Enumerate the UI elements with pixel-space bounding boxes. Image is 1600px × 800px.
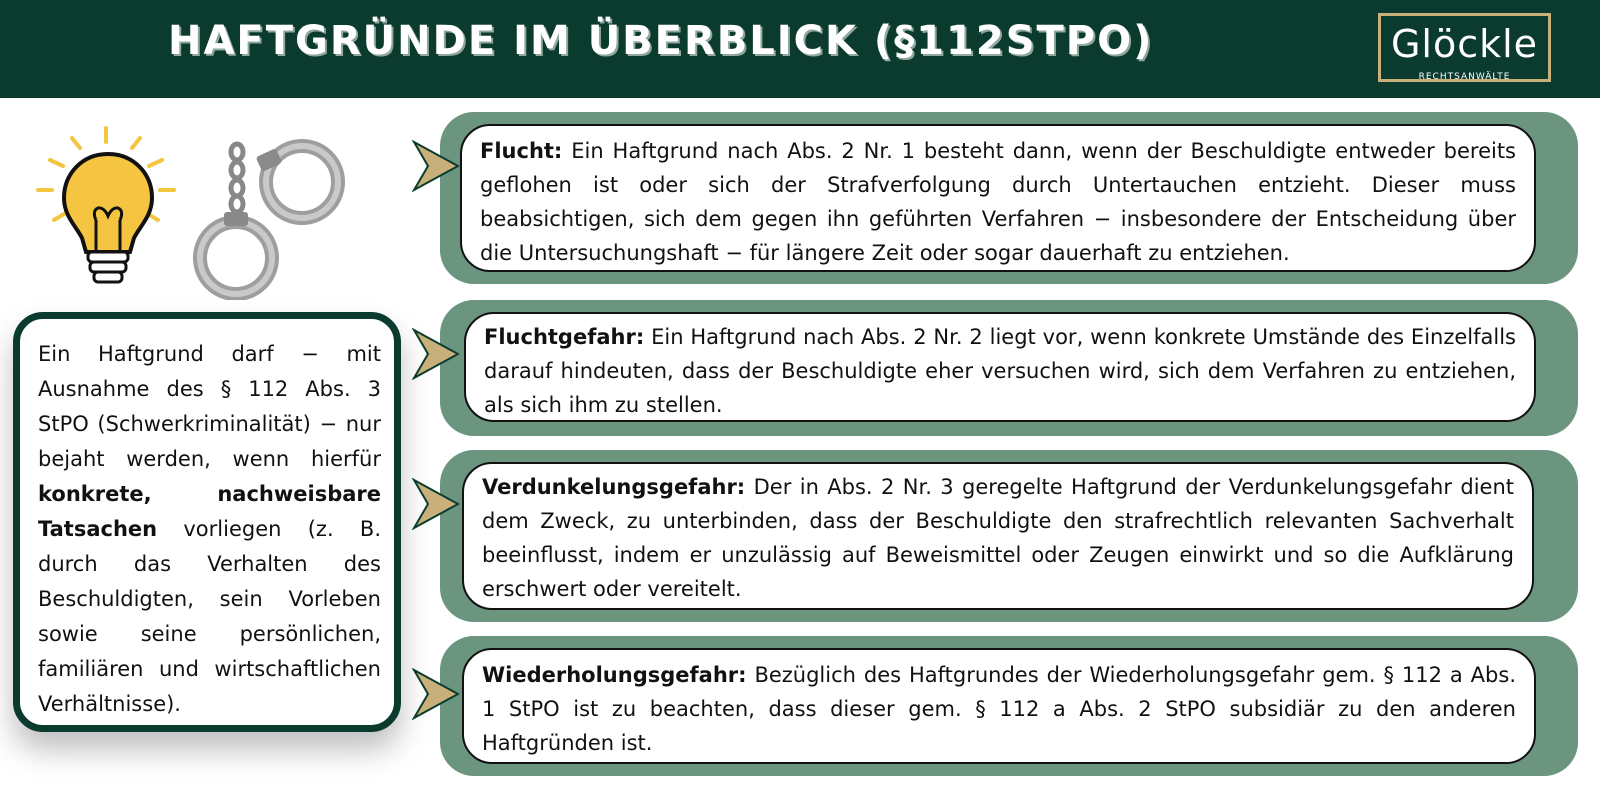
card-term: Flucht: [480,139,563,163]
card-flucht [440,112,1578,284]
info-text-bold: konkrete, nachweisbare Tatsachen [38,482,381,541]
card-text [484,320,1516,422]
lightbulb-icon [30,120,370,300]
arrow-icon [412,478,460,530]
card-body: Ein Haftgrund nach Abs. 2 Nr. 2 liegt vor, wenn konkrete Umstände des Einzelfalls darauf hindeuten, dass der Beschuldigte eher versuchen wird, sich dem Verfahren zu entziehen, als sich ihm zu stellen. [484,325,1516,417]
card-text [482,470,1514,606]
card-body: Ein Haftgrund nach Abs. 2 Nr. 1 besteht dann, wenn der Beschuldigte entweder bereits geflohen ist oder sich der Strafverfolgung durch Untertauchen entzieht. Dieser muss beabsichtigen, sich dem gegen ihn geführten Verfahren − insbesondere der Entscheidung über die Untersuchungshaft − für längere Zeit oder sogar dauerhaft zu entziehen. [480,139,1516,265]
card-term: Fluchtgefahr: [484,325,645,349]
card-body: Bezüglich des Haftgrundes der Wiederholungsgefahr gem. § 112 a Abs. 1 StPO ist zu beachten, dass dieser gem. § 112 a Abs. 2 StPO subsidiär zu den anderen Haftgründen ist. [482,663,1516,755]
info-text-part1: Ein Haftgrund darf − mit Ausnahme des § 112 Abs. 3 StPO (Schwerkriminalität) − nur bejaht werden, wenn hierfür [38,342,381,471]
page-title: HAFTGRÜNDE IM ÜBERBLICK (§112STPO) [168,18,1154,64]
info-box [13,312,401,732]
info-text [38,337,381,722]
card-verdunkelungsgefahr [440,450,1578,622]
info-text-part2: vorliegen (z. B. durch das Verhalten des Beschuldigten, sein Vorleben sowie seine persönlichen, familiären und wirtschaftlichen Verhältnisse). [38,517,381,716]
logo-name: Glöckle [1390,22,1539,66]
arrow-icon [412,328,460,380]
card-term: Verdunkelungsgefahr: [482,475,746,499]
card-text [482,658,1516,760]
handcuffs-icon [200,144,338,294]
logo-subtitle: RECHTSANWÄLTE [1418,72,1511,82]
card-body: Der in Abs. 2 Nr. 3 geregelte Haftgrund der Verdunkelungsgefahr dient dem Zweck, zu unterbinden, dass der Beschuldigte den strafrechtlich relevanten Sachverhalt beeinflusst, indem er unzulässig auf Beweismittel oder Zeugen einwirkt und so die Aufklärung erschwert oder vereitelt. [482,475,1514,601]
illustration [30,120,370,300]
card-text [480,134,1516,270]
card-fluchtgefahr [440,300,1578,436]
card-wiederholungsgefahr [440,636,1578,776]
card-term: Wiederholungsgefahr: [482,663,747,687]
arrow-icon [412,140,460,192]
logo [1378,13,1551,82]
arrow-icon [412,668,460,720]
header-bar [0,0,1600,98]
